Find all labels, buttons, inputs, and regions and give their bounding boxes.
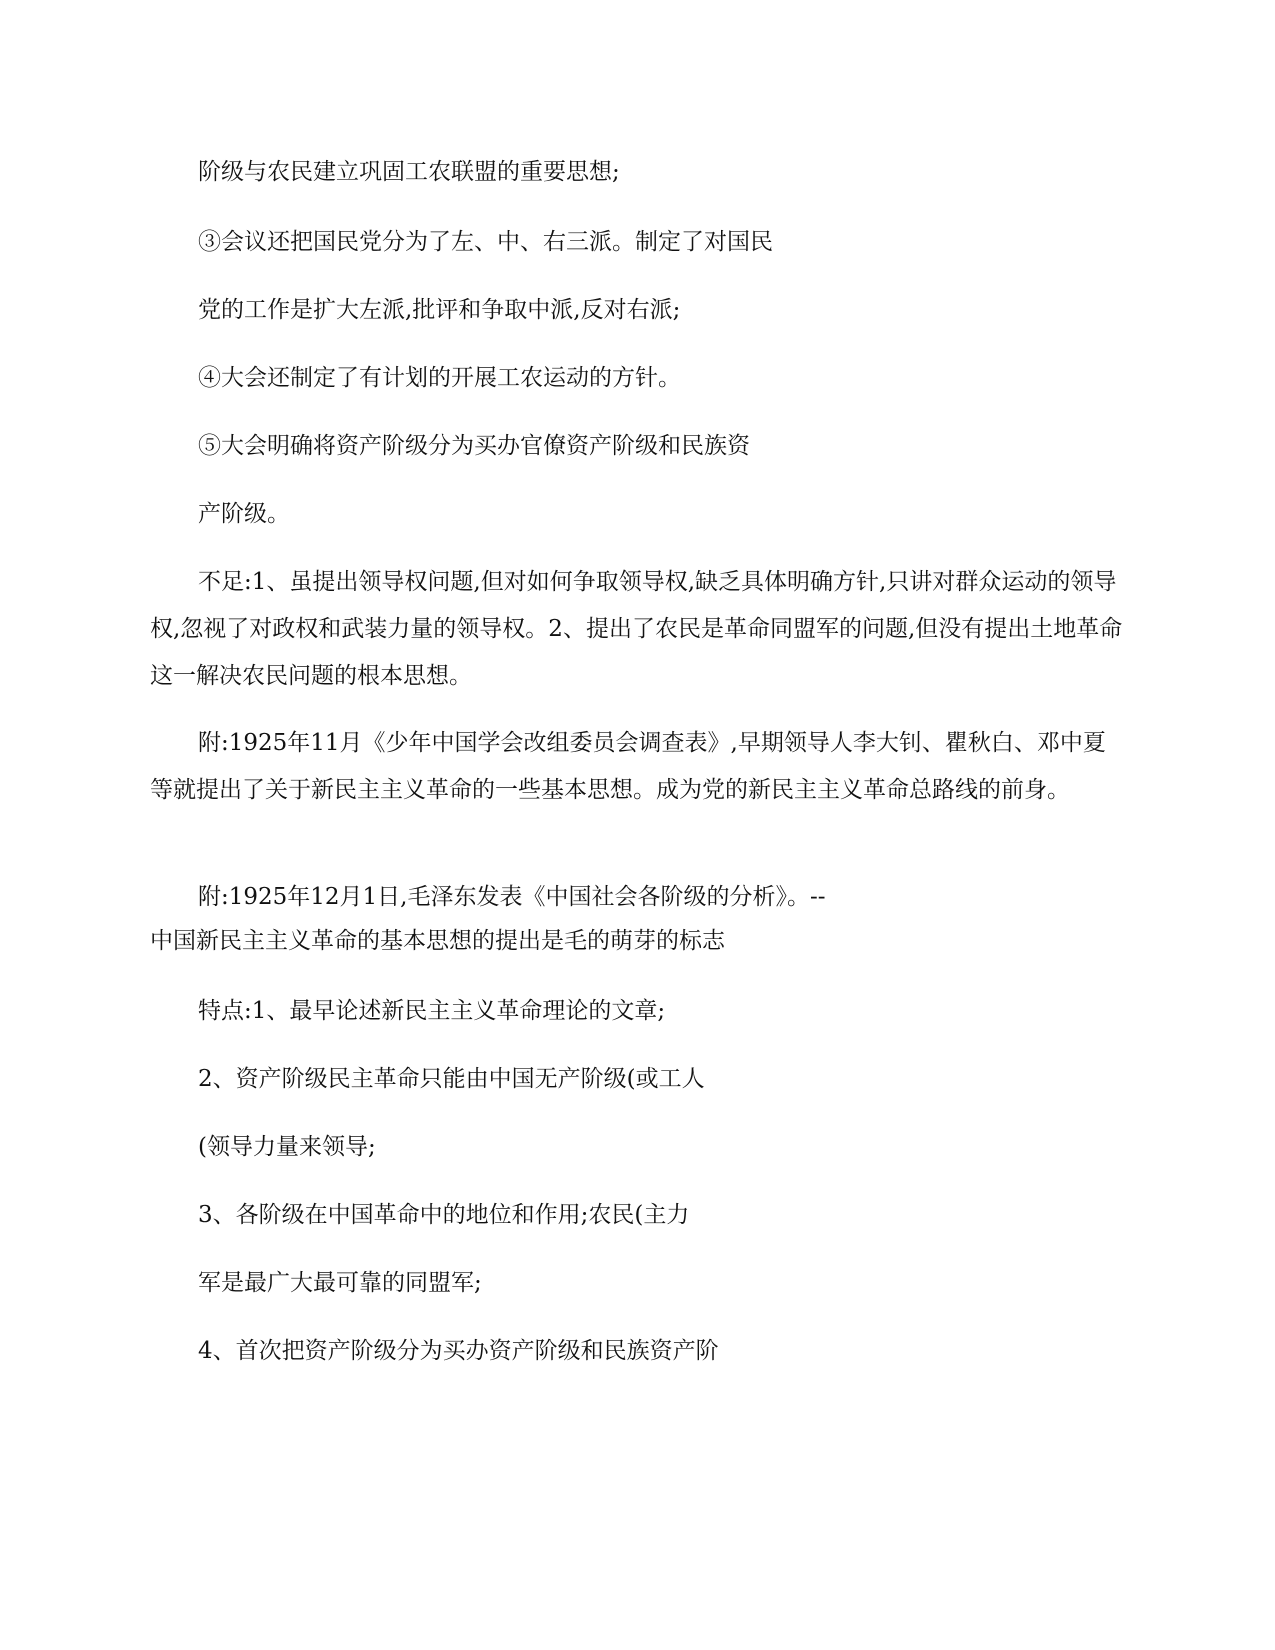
appendix-2-line-1: 附:1925年12月1日,毛泽东发表《中国社会各阶级的分析》。--	[198, 884, 826, 910]
feature-line-1: 特点:1、最早论述新民主主义革命理论的文章;	[198, 998, 666, 1024]
text-line-5: ⑤大会明确将资产阶级分为买办官僚资产阶级和民族资	[198, 433, 750, 459]
feature-line-5: 军是最广大最可靠的同盟军;	[198, 1270, 482, 1296]
feature-line-2: 2、资产阶级民主革命只能由中国无产阶级(或工人	[198, 1066, 705, 1092]
text-line-3: 党的工作是扩大左派,批评和争取中派,反对右派;	[198, 297, 681, 323]
shortcomings-paragraph: 不足:1、虽提出领导权问题,但对如何争取领导权,缺乏具体明确方针,只讲对群众运动的领导权,忽视了对政权和武装力量的领导权。2、提出了农民是革命同盟军的问题,但没有提出土地革命这一解决农民问题的根本思想。	[150, 569, 1123, 689]
text-line-1: 阶级与农民建立巩固工农联盟的重要思想;	[198, 159, 620, 185]
text-line-6: 产阶级。	[198, 501, 290, 527]
text-line-2: ③会议还把国民党分为了左、中、右三派。制定了对国民	[198, 229, 773, 255]
feature-line-4: 3、各阶级在中国革命中的地位和作用;农民(主力	[198, 1202, 690, 1228]
appendix-1-paragraph: 附:1925年11月《少年中国学会改组委员会调查表》,早期领导人李大钊、瞿秋白、邓中夏等就提出了关于新民主主义革命的一些基本思想。成为党的新民主主义革命总路线的前身。	[150, 730, 1106, 803]
text-line-4: ④大会还制定了有计划的开展工农运动的方针。	[198, 365, 681, 391]
feature-line-6: 4、首次把资产阶级分为买办资产阶级和民族资产阶	[198, 1338, 719, 1364]
feature-line-3: (领导力量来领导;	[198, 1134, 376, 1160]
appendix-2-line-2: 中国新民主主义革命的基本思想的提出是毛的萌芽的标志	[150, 928, 725, 954]
